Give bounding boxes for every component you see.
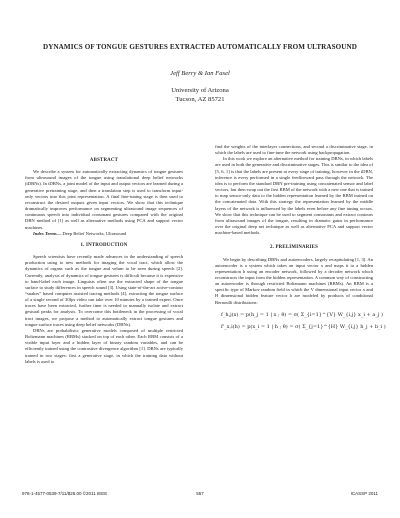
equation-2: f'_x,i(h) = p(x_i = 1 | h ; θ) = σ( Σ_{j=1}^{H} W_{i,j} h_j + b_i )	[221, 323, 386, 330]
index-terms	[25, 231, 183, 237]
prelim-paragraph-1: We begin by describing DBNs and autoencoders, largely recapitulating [1, 3]. An autoencoder is a system which takes an input vector x and maps it to a hidden representation h using an encoder network, followed by a decoder network which reconstructs the input from the hidden representation. A common way of constructing an autoencoder is through restricted Boltzmann machines (RBMs). An RBM is a specific type of Markov random field in which the V dimensional input vector x and H dimensional hidden feature vector h are modeled by products of conditional Bernoulli distributions:	[215, 256, 373, 305]
affiliation	[0, 86, 400, 104]
footer-page-number: 557	[196, 491, 204, 496]
prelim-heading: 2. PRELIMINARIES	[269, 245, 319, 251]
right-column	[215, 144, 386, 332]
abstract-text: We describe a system for automatically extracting dynamics of tongue gestures from ultrasound images of the tongue using translational deep belief networks (tDBNs). In tDBNs, a joint model of the input and output vectors are learned during a generative pretraining stage, and then a translation step is used to transform input-only vectors into this joint representation. A final fine-tuning stage is then used to reconstruct the desired outputs given input vectors. We show that this technique dramatically improves performance on segmenting ultrasound image sequences of continuous speech into individual consonant gestures compared with the original DBN method of [1] as well as alternative methods using PCA and support vector machines.	[25, 169, 183, 230]
intro-paragraph-2: DBNs are probabilistic generative models composed of multiple restricted Boltzmann machines (RBMs) stacked on top of each other. Each RBM consists of a visible input layer and a hidden layer of binary random variables, and can be efficiently trained using the contrastive divergence algorithm [1]. DBNs are typically trained in two stages: first a generative stage, in which the training data without labels is used to	[25, 327, 183, 364]
left-column	[25, 152, 183, 365]
intro-paragraph-4: In this work we explore an alternative method for training DBNs, in which labels are used in both the generative and discriminative stages. This is similar to the idea of [5, 6, 1] is that the labels are present at every stage of training, however in the tDBN, inference is every performed in a single feedforward pass through the network. The idea is to perform the standard DBN pre-training using concatenated sensor and label vectors, but then swap out the first RBM of the network with a new one that is trained to map sensor-only data to the hidden representation learned by the RBM trained on the concatenated data. With this strategy the representation learned by the middle layers of the network is influenced by the labels even before any fine tuning occurs. We show that this technique can be used to segment consonants and extract contours from ultrasound images of the tongue, resulting in dramatic gains in performance over the original deep net technique as well as alternative PCA and support vector machine-based methods.	[215, 156, 373, 236]
paper-title: DYNAMICS OF TONGUE GESTURES EXTRACTED AUTOMATICALLY FROM ULTRASOUND	[43, 43, 357, 51]
footer-isbn: 978-1-4577-0539-7/11/$26.00 ©2011 IEEE	[22, 491, 108, 496]
paper-authors: Jeff Berry & Ian Fasel	[170, 70, 230, 77]
index-terms-value: Deep Belief Networks, Ultrasound	[62, 230, 127, 236]
intro-paragraph-1: Speech scientists have recently made advances in the understanding of speech production using to new methods for imaging the vocal tract, which allow the dynamics of organs such as the tongue and velum to be seen during speech [2]. Currently, analysis of dynamics of tongue gestures is difficult because it is expensive to hand-label each image. Linguists often use the extracted shape of the tongue surface to study differences in speech sound [3]. Using state-of-the-art active-contour “snakes” based computer assisted tracing methods [4], extracting the tongue surface of a single second of 30fps video can take over 10 minutes by a trained expert. Once traces have been extracted, further time is needed to manually isolate and extract gestural peaks for analysis. To overcome this bottleneck in the processing of vocal tract images, we propose a method to automatically extract tongue gestures and tongue surface traces using deep belief networks (DBNs).	[25, 254, 183, 327]
affiliation-university: University of Arizona	[171, 87, 229, 94]
equation-1: f_h,j(x) = p(h_j = 1 | x ; θ) = σ( Σ_{i=1}^{V} W_{i,j} x_i + a_j )	[221, 311, 383, 318]
footer-venue: ICASSP 2011	[350, 491, 378, 496]
intro-paragraph-3: find the weights of the interlayer connections, and second a discriminative stage, in which the labels are used to fine-tune the network using backpropagation.	[215, 144, 373, 156]
page-footer	[22, 491, 378, 499]
abstract-heading: ABSTRACT	[89, 158, 119, 163]
index-terms-label: Index Terms—	[33, 230, 62, 236]
intro-heading: 1. INTRODUCTION	[80, 242, 128, 248]
affiliation-city: Tucson, AZ 85721	[175, 96, 225, 103]
